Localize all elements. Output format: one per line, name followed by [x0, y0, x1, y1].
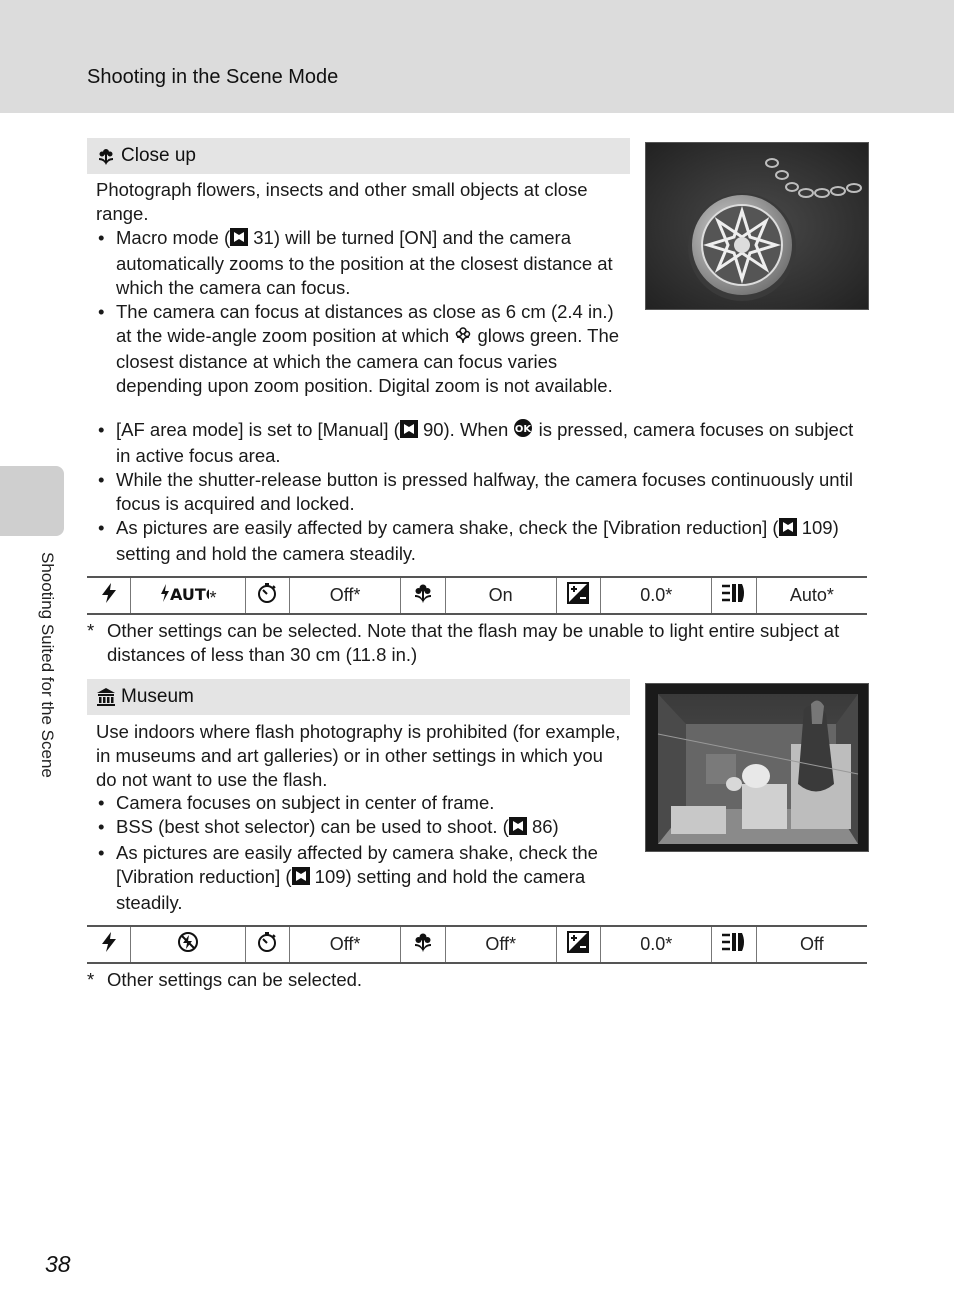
exposure-compensation-icon [556, 926, 600, 963]
svg-text:OK: OK [515, 424, 532, 435]
flash-mode-icon [87, 577, 131, 614]
closeup-heading [87, 138, 630, 174]
closeup-bullet-3: • [AF area mode] is set to [Manual] ( 90). When OK is pressed, camera focuses on subject in active focus area. [96, 418, 866, 468]
vibration-reduction-icon [712, 577, 756, 614]
closeup-bullet-list-wide [96, 418, 866, 566]
museum-intro: Use indoors where flash photography is prohibited (for example, in museums and art galleries) or in other settings in which you do not want to use the flash. [96, 721, 621, 790]
macro-flower-icon [454, 326, 472, 350]
page-number: 38 [45, 1251, 71, 1277]
flash-value: * [209, 588, 217, 608]
closeup-bullet-list [96, 226, 622, 398]
flash-off-icon [131, 926, 245, 963]
self-timer-icon [245, 926, 289, 963]
exposure-compensation-icon [556, 577, 600, 614]
museum-bullet-list [96, 791, 626, 915]
header-band [0, 0, 954, 113]
museum-bullet-3: • As pictures are easily affected by camera shake, check the [Vibration reduction] ( 109) setting and hold the camera steadily. [96, 841, 626, 915]
svg-text:AUTO: AUT [170, 585, 207, 604]
exposure-value: 0.0* [601, 926, 712, 963]
museum-bullet-2: • BSS (best shot selector) can be used to shoot. ( 86) [96, 815, 626, 841]
closeup-bullet-4: • While the shutter-release button is pressed halfway, the camera focuses continuously until focus is acquired and locked. [96, 468, 866, 516]
exposure-value: 0.0* [601, 577, 712, 614]
museum-bullet-1: • Camera focuses on subject in center of frame. [96, 791, 626, 815]
macro-mode-icon [401, 926, 445, 963]
closeup-heading-text: Close up [121, 145, 196, 166]
side-tab-label: Shooting Suited for the Scene [38, 552, 57, 778]
vibration-reduction-icon [712, 926, 756, 963]
museum-exhibit-photo [645, 683, 869, 852]
vr-value: Auto* [756, 577, 867, 614]
page-ref-icon [292, 867, 310, 891]
flash-auto-cell [131, 577, 245, 614]
closeup-bullet-1: • Macro mode ( 31) will be turned [ON] and the camera automatically zooms to the position at the closest distance at which the camera can focus. [96, 226, 622, 300]
ok-button-icon [513, 418, 533, 444]
page-ref-icon [779, 518, 797, 542]
macro-mode-icon [401, 577, 445, 614]
page-ref-icon [230, 228, 248, 252]
vr-value: Off [756, 926, 867, 963]
side-tab [0, 466, 64, 536]
closeup-settings-table [87, 576, 867, 615]
museum-heading-text: Museum [121, 686, 194, 707]
self-timer-icon [245, 577, 289, 614]
closeup-bullet-2: • The camera can focus at distances as close as 6 cm (2.4 in.) at the wide-angle zoom position at which glows green. The closest distance at which the camera can focus varies depending upon zoom position. Digital zoom is not available. [96, 300, 622, 398]
museum-footnote: * Other settings can be selected. [87, 969, 363, 990]
closeup-bullet-5: • As pictures are easily affected by camera shake, check the [Vibration reduction] ( 109) setting and hold the camera steadily. [96, 516, 866, 566]
museum-settings-table [87, 925, 867, 964]
page-ref-icon [400, 420, 418, 444]
page-header-title: Shooting in the Scene Mode [87, 66, 339, 88]
macro-value: Off* [445, 926, 556, 963]
closeup-flower-icon [96, 146, 116, 166]
self-timer-value: Off* [289, 577, 400, 614]
self-timer-value: Off* [289, 926, 400, 963]
closeup-footnote: * Other settings can be selected. Note that the flash may be unable to light entire subject at distances of less than 30 cm (11.8 in.) [87, 620, 840, 665]
museum-icon [96, 687, 116, 707]
macro-value: On [445, 577, 556, 614]
page-ref-icon [509, 817, 527, 841]
museum-heading [87, 679, 630, 715]
closeup-pendant-photo [645, 142, 869, 310]
flash-mode-icon [87, 926, 131, 963]
closeup-intro: Photograph flowers, insects and other small objects at close range. [96, 179, 588, 224]
